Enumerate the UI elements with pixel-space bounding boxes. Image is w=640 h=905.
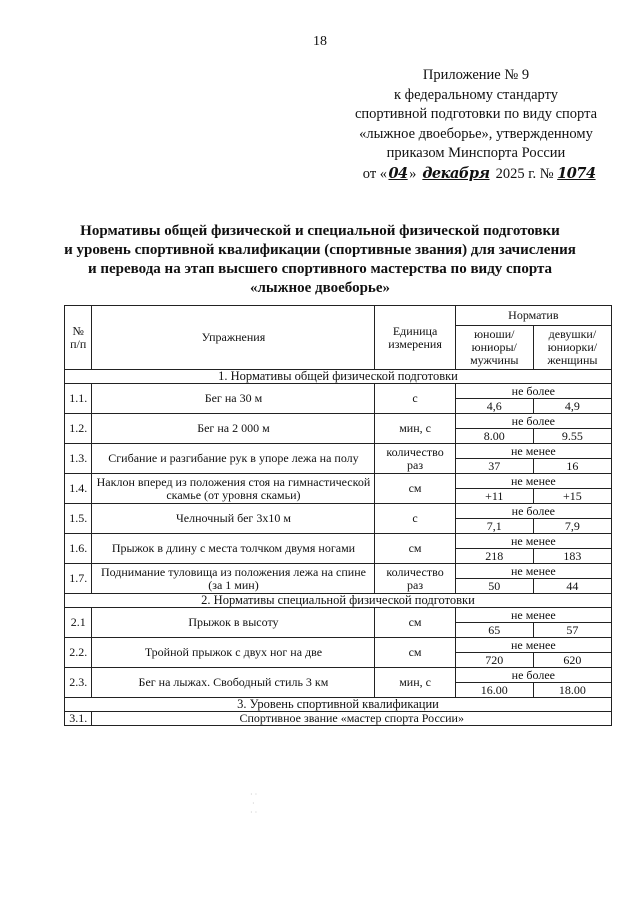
row-unit: с [375, 504, 455, 534]
row-number: 1.4. [65, 474, 92, 504]
value-female: 620 [533, 653, 611, 668]
row-number: 1.2. [65, 414, 92, 444]
row-number: 3.1. [65, 712, 92, 726]
margin-mark: · · · · · [250, 790, 258, 817]
row-exercise: Бег на 2 000 м [92, 414, 375, 444]
row-number: 1.1. [65, 384, 92, 414]
table-row [65, 474, 612, 489]
value-male: 8.00 [455, 429, 533, 444]
value-male: 16.00 [455, 683, 533, 698]
row-exercise: Бег на 30 м [92, 384, 375, 414]
header-unit: Единица измерения [375, 306, 455, 370]
row-condition: не более [455, 504, 611, 519]
row-unit: см [375, 608, 455, 638]
value-male: 37 [455, 459, 533, 474]
row-condition: не менее [455, 608, 611, 623]
value-female: 44 [533, 579, 611, 594]
title-line: и перевода на этап высшего спортивного мастерства по виду спорта [87, 261, 553, 277]
norms-table [64, 305, 612, 726]
row-text: Спортивное звание «мастер спорта России» [92, 712, 612, 726]
row-number: 1.3. [65, 444, 92, 474]
row-condition: не менее [455, 474, 611, 489]
appendix-line: к федеральному стандарту [394, 86, 558, 103]
row-condition: не менее [455, 638, 611, 653]
row-unit: количество раз [375, 444, 455, 474]
table-row [65, 608, 612, 623]
table-row [65, 384, 612, 399]
value-female: 18.00 [533, 683, 611, 698]
row-condition: не менее [455, 564, 611, 579]
value-female: +15 [533, 489, 611, 504]
handwritten-month: декабря [422, 164, 490, 182]
date-sep: » [409, 165, 417, 182]
table-row [65, 712, 612, 726]
value-male: 218 [455, 549, 533, 564]
row-exercise: Бег на лыжах. Свободный стиль 3 км [92, 668, 375, 698]
title-line: «лыжное двоеборье» [249, 280, 391, 296]
row-exercise: Поднимание туловища из положения лежа на спине (за 1 мин) [92, 564, 375, 594]
table-row [65, 638, 612, 653]
title-line: и уровень спортивной квалификации (спортивные звания) для зачисления [64, 242, 576, 258]
value-female: 9.55 [533, 429, 611, 444]
row-exercise: Тройной прыжок с двух ног на две [92, 638, 375, 668]
row-unit: см [375, 474, 455, 504]
row-number: 1.5. [65, 504, 92, 534]
section-row [65, 594, 612, 608]
row-exercise: Прыжок в длину с места толчком двумя ногами [92, 534, 375, 564]
table-row [65, 444, 612, 459]
appendix-date-line [345, 164, 607, 185]
row-condition: не более [455, 414, 611, 429]
header-female: девушки/ юниорки/ женщины [533, 326, 611, 370]
row-exercise: Наклон вперед из положения стоя на гимнастической скамье (от уровня скамьи) [92, 474, 375, 504]
table-row [65, 668, 612, 683]
table-row [65, 564, 612, 579]
page-number: 18 [313, 34, 327, 49]
section-title: 2. Нормативы специальной физической подготовки [65, 594, 612, 608]
table-row [65, 534, 612, 549]
header-num: № п/п [65, 306, 92, 370]
row-exercise: Сгибание и разгибание рук в упоре лежа на полу [92, 444, 375, 474]
table-row [65, 414, 612, 429]
appendix-line: «лыжное двоеборье», утвержденному [359, 125, 593, 142]
value-female: 7,9 [533, 519, 611, 534]
header-exercise: Упражнения [92, 306, 375, 370]
value-female: 183 [533, 549, 611, 564]
row-unit: с [375, 384, 455, 414]
section-title: 1. Нормативы общей физической подготовки [65, 370, 612, 384]
value-female: 16 [533, 459, 611, 474]
row-condition: не более [455, 384, 611, 399]
row-number: 2.2. [65, 638, 92, 668]
value-male: 720 [455, 653, 533, 668]
row-condition: не менее [455, 534, 611, 549]
value-male: 7,1 [455, 519, 533, 534]
header-male: юноши/ юниоры/ мужчины [455, 326, 533, 370]
row-exercise: Челночный бег 3х10 м [92, 504, 375, 534]
row-exercise: Прыжок в высоту [92, 608, 375, 638]
row-number: 1.7. [65, 564, 92, 594]
value-male: 65 [455, 623, 533, 638]
value-male: 4,6 [455, 399, 533, 414]
row-unit: мин, с [375, 668, 455, 698]
title-line: Нормативы общей физической и специальной физической подготовки [80, 223, 560, 239]
row-number: 2.1 [65, 608, 92, 638]
row-unit: см [375, 638, 455, 668]
value-female: 4,9 [533, 399, 611, 414]
row-condition: не более [455, 668, 611, 683]
appendix-line: Приложение № 9 [422, 67, 530, 83]
section-row [65, 698, 612, 712]
value-male: 50 [455, 579, 533, 594]
row-condition: не менее [455, 444, 611, 459]
appendix-line: спортивной подготовки по виду спорта [354, 106, 598, 122]
norms-table-body [65, 370, 612, 726]
row-unit: мин, с [375, 414, 455, 444]
row-number: 1.6. [65, 534, 92, 564]
section-title: 3. Уровень спортивной квалификации [65, 698, 612, 712]
header-norm: Норматив [455, 306, 611, 326]
handwritten-order-number: 1074 [557, 164, 596, 182]
value-male: +11 [455, 489, 533, 504]
appendix-line: приказом Минспорта России [386, 145, 566, 161]
row-number: 2.3. [65, 668, 92, 698]
section-row [65, 370, 612, 384]
date-year: 2025 г. № [495, 165, 554, 182]
row-unit: количество раз [375, 564, 455, 594]
appendix-block [345, 66, 607, 184]
handwritten-day: 04 [388, 164, 408, 182]
value-female: 57 [533, 623, 611, 638]
date-prefix: от « [362, 165, 388, 182]
table-row [65, 504, 612, 519]
row-unit: см [375, 534, 455, 564]
document-title [40, 222, 600, 298]
